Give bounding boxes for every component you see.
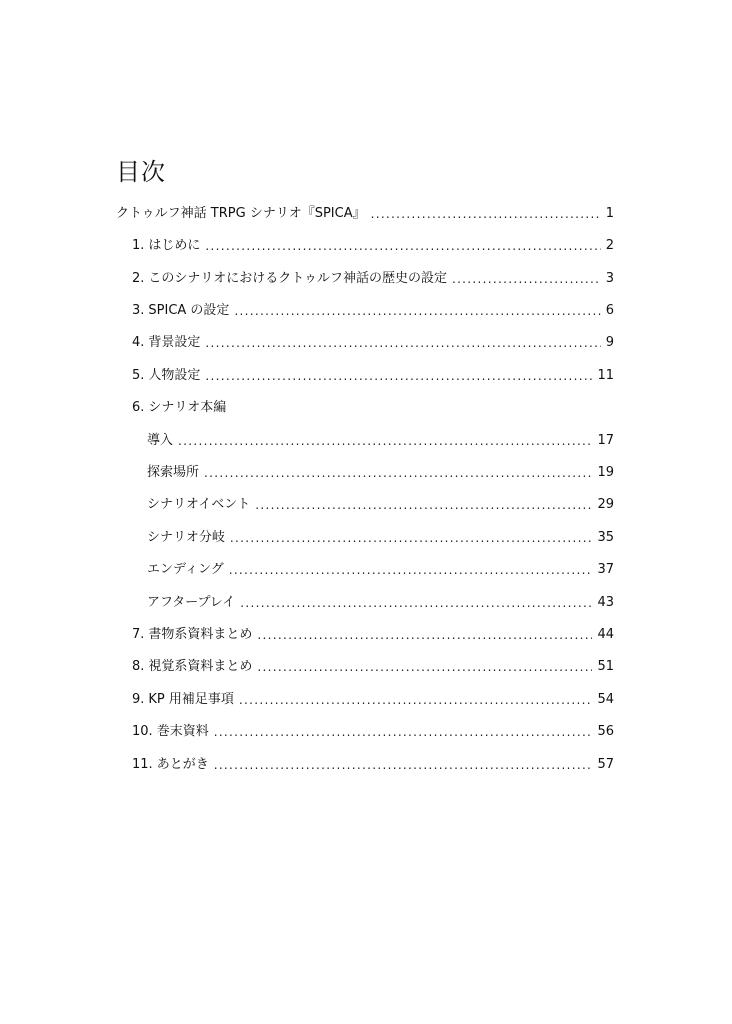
toc-entry-page: 19 (597, 465, 614, 480)
dot-leader (257, 626, 592, 644)
toc-entry-page: 29 (597, 497, 614, 512)
toc-entry-2[interactable] (132, 266, 614, 288)
dot-leader (257, 658, 592, 676)
toc-entry-5[interactable] (132, 363, 614, 385)
toc-subentry-afterplay[interactable] (147, 590, 614, 612)
toc-entry-label: 探索場所 (147, 465, 200, 480)
toc-entry-6[interactable] (132, 395, 614, 417)
toc-entry-10[interactable] (132, 719, 614, 741)
toc-entry-page: 6 (605, 303, 614, 318)
toc-entry-page: 37 (597, 562, 614, 577)
dot-leader (205, 334, 600, 352)
toc-entry-label: 背景設定 (148, 335, 201, 350)
toc-subentry-exploration[interactable] (147, 460, 614, 482)
toc-entry-8[interactable] (132, 654, 614, 676)
toc-entry-page: 3 (605, 271, 614, 286)
toc-entry-label: 書物系資料まとめ (148, 627, 253, 642)
toc-entry-title[interactable] (116, 201, 614, 223)
toc-entry-page: 35 (597, 530, 614, 545)
toc-entry-number: 11. (132, 757, 153, 772)
toc-entry-label: はじめに (148, 238, 201, 253)
toc-subentry-branches[interactable] (147, 525, 614, 547)
toc-entry-number: 2. (132, 271, 145, 286)
toc-entry-label: エンディング (147, 562, 224, 577)
toc-entry-label: 人物設定 (148, 368, 201, 383)
dot-leader (255, 496, 592, 514)
toc-entry-label: 導入 (147, 433, 174, 448)
toc-entry-7[interactable] (132, 622, 614, 644)
toc-title: 目次 (116, 158, 166, 186)
toc-entry-label: 視覚系資料まとめ (148, 659, 253, 674)
toc-entry-page: 57 (597, 757, 614, 772)
toc-entry-1[interactable] (132, 233, 614, 255)
dot-leader (205, 367, 592, 385)
toc-entry-page: 11 (597, 368, 614, 383)
dot-leader (230, 529, 593, 547)
dot-leader (178, 432, 592, 450)
toc-entry-page: 17 (597, 433, 614, 448)
toc-entry-number: 4. (132, 335, 145, 350)
dot-leader (214, 723, 593, 741)
toc-entry-page: 43 (597, 595, 614, 610)
toc-entry-page: 2 (605, 238, 614, 253)
dot-leader (205, 237, 600, 255)
toc-entry-number: 6. (132, 400, 145, 415)
toc-entry-label: シナリオ本編 (148, 400, 227, 415)
dot-leader (452, 270, 601, 288)
toc-subentry-events[interactable] (147, 492, 614, 514)
toc-entry-3[interactable] (132, 298, 614, 320)
toc-entry-label: このシナリオにおけるクトゥルフ神話の歴史の設定 (148, 271, 447, 286)
toc-entry-number: 5. (132, 368, 145, 383)
toc-entry-number: 10. (132, 724, 153, 739)
toc-subentry-ending[interactable] (147, 557, 614, 579)
toc-entry-label: シナリオイベント (147, 497, 251, 512)
dot-leader (234, 302, 600, 320)
toc-entry-page: 56 (597, 724, 614, 739)
dot-leader (371, 205, 601, 223)
toc-entry-11[interactable] (132, 752, 614, 774)
toc-entry-label: アフタープレイ (147, 595, 236, 610)
dot-leader (239, 691, 593, 709)
toc-entry-page: 44 (597, 627, 614, 642)
toc-entry-label: 巻末資料 (156, 724, 209, 739)
toc-entry-4[interactable] (132, 330, 614, 352)
toc-entry-page: 54 (597, 692, 614, 707)
toc-entry-number: 3. (132, 303, 145, 318)
dot-leader (214, 756, 593, 774)
toc-entry-label: クトゥルフ神話 TRPG シナリオ『SPICA』 (116, 206, 366, 221)
toc-entry-label: KP 用補足事項 (148, 692, 234, 707)
toc-entry-label: SPICA の設定 (148, 303, 230, 318)
toc-entry-page: 9 (605, 335, 614, 350)
dot-leader (204, 464, 592, 482)
toc-entry-number: 7. (132, 627, 145, 642)
toc-entry-label: あとがき (156, 757, 209, 772)
toc-entry-number: 9. (132, 692, 145, 707)
toc-entry-page: 51 (597, 659, 614, 674)
toc-entry-number: 8. (132, 659, 145, 674)
toc-entry-number: 1. (132, 238, 145, 253)
dot-leader (229, 561, 593, 579)
dot-leader (240, 594, 592, 612)
toc-entry-9[interactable] (132, 687, 614, 709)
toc-subentry-intro[interactable] (147, 428, 614, 450)
toc-entry-page: 1 (605, 206, 614, 221)
toc-entry-label: シナリオ分岐 (147, 530, 225, 545)
